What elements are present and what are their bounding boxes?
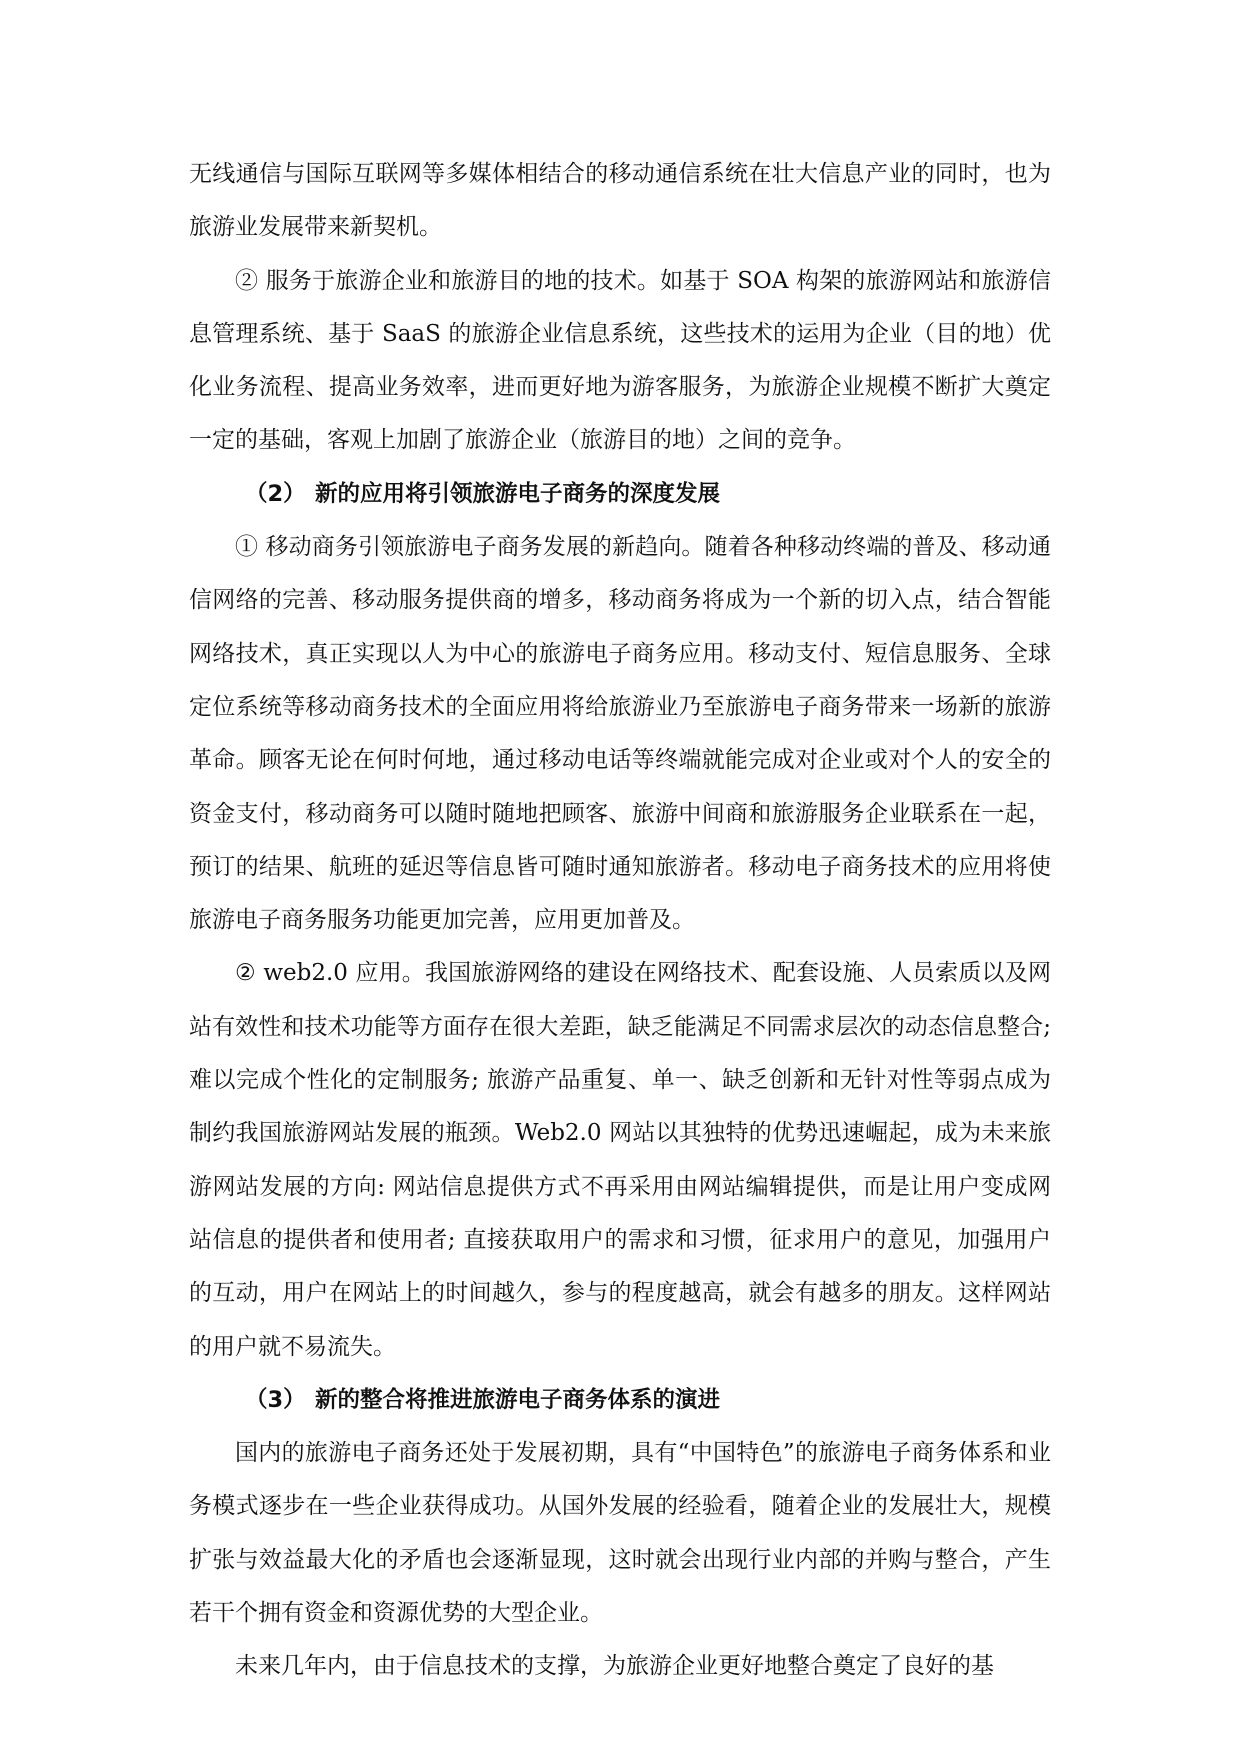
section-number: （2） — [245, 480, 306, 507]
section-heading-2 — [189, 468, 1051, 521]
paragraph-soa-technology: ② 服务于旅游企业和旅游目的地的技术。如基于 SOA 构架的旅游网站和旅游信息管理系统、基于 SaaS 的旅游企业信息系统，这些技术的运用为企业（目的地）优化业务流程、提高业务效率，进而更好地为游客服务，为旅游企业规模不断扩大奠定一定的基础，客观上加剧了旅游企业（旅游目的地）之间的竞争。 — [189, 267, 1051, 454]
paragraph-future: 未来几年内，由于信息技术的支撑，为旅游企业更好地整合奠定了良好的基 — [235, 1653, 994, 1680]
section-number: （3） — [245, 1386, 306, 1413]
section-title: 新的应用将引领旅游电子商务的深度发展 — [315, 480, 721, 507]
document-body — [189, 148, 1051, 1694]
paragraph-continuation: 无线通信与国际互联网等多媒体相结合的移动通信系统在壮大信息产业的同时，也为旅游业发展带来新契机。 — [189, 161, 1051, 241]
section-heading-3 — [189, 1374, 1051, 1427]
section-title: 新的整合将推进旅游电子商务体系的演进 — [315, 1386, 721, 1413]
paragraph-mobile-commerce: ① 移动商务引领旅游电子商务发展的新趋向。随着各种移动终端的普及、移动通信网络的完善、移动服务提供商的增多，移动商务将成为一个新的切入点，结合智能网络技术，真正实现以人为中心的旅游电子商务应用。移动支付、短信息服务、全球定位系统等移动商务技术的全面应用将给旅游业乃至旅游电子商务带来一场新的旅游革命。顾客无论在何时何地，通过移动电话等终端就能完成对企业或对个人的安全的资金支付，移动商务可以随时随地把顾客、旅游中间商和旅游服务企业联系在一起，预订的结果、航班的延迟等信息皆可随时通知旅游者。移动电子商务技术的应用将使旅游电子商务服务功能更加完善，应用更加普及。 — [189, 534, 1051, 934]
paragraph-domestic-ecommerce: 国内的旅游电子商务还处于发展初期，具有“中国特色”的旅游电子商务体系和业务模式逐步在一些企业获得成功。从国外发展的经验看，随着企业的发展壮大，规模扩张与效益最大化的矛盾也会逐渐显现，这时就会出现行业内部的并购与整合，产生若干个拥有资金和资源优势的大型企业。 — [189, 1440, 1051, 1627]
paragraph-web20: ② web2.0 应用。我国旅游网络的建设在网络技术、配套设施、人员索质以及网站有效性和技术功能等方面存在很大差距，缺乏能满足不同需求层次的动态信息整合; 难以完成个性化的定制服务; 旅游产品重复、单一、缺乏创新和无针对性等弱点成为制约我国旅游网站发展的瓶颈。Web2.0 网站以其独特的优势迅速崛起，成为未来旅游网站发展的方向: 网站信息提供方式不再采用由网站编辑提供，而是让用户变成网站信息的提供者和使用者; 直接获取用户的需求和习惯，征求用户的意见，加强用户的互动，用户在网站上的时间越久，参与的程度越高，就会有越多的朋友。这样网站的用户就不易流失。 — [189, 960, 1051, 1360]
